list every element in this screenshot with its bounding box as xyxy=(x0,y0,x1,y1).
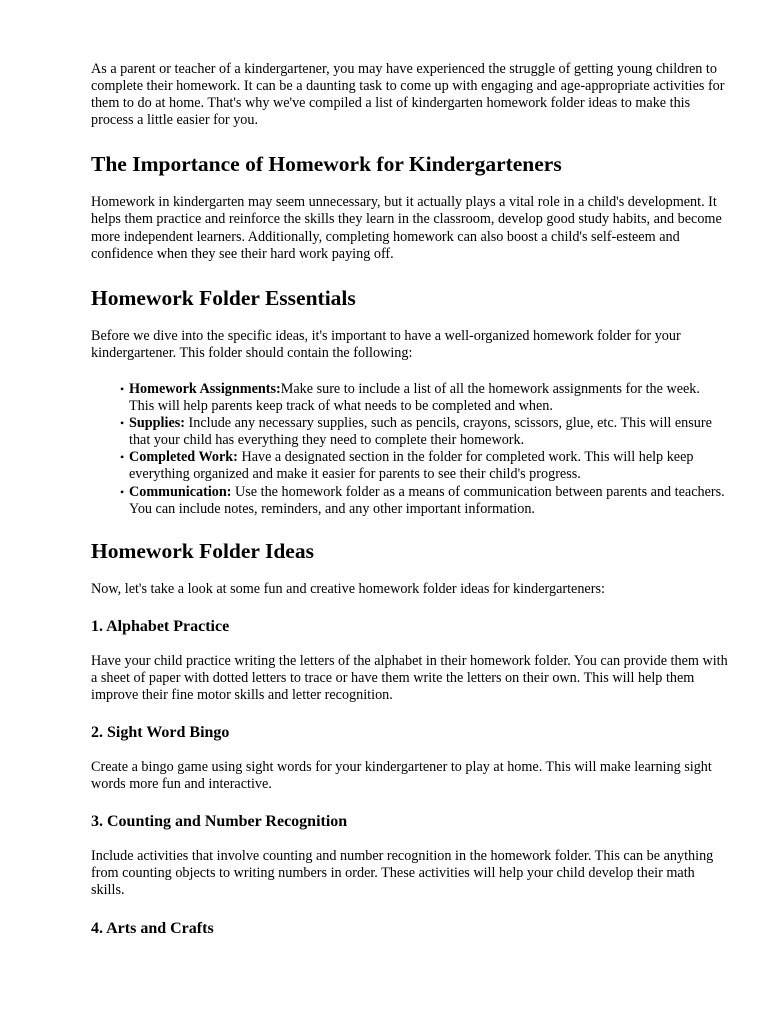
idea-title-bingo: 2. Sight Word Bingo xyxy=(91,724,230,742)
list-item xyxy=(120,380,728,415)
list-item-term: Supplies: xyxy=(129,415,185,432)
essentials-list xyxy=(91,381,728,518)
list-item-text: Make sure to include a list of all the homework assignments for the week. This will help parents keep track of what needs to be completed and when. xyxy=(129,380,700,415)
idea-body-bingo: Create a bingo game using sight words for your kindergartener to play at home. This will make learning sight words more fun and interactive. xyxy=(91,759,712,793)
essentials-paragraph: Before we dive into the specific ideas, it's important to have a well-organized homework folder for your kindergartener. This folder should contain the following: xyxy=(91,327,681,361)
list-item-term: Completed Work: xyxy=(129,449,238,466)
list-item-term: Homework Assignments: xyxy=(129,380,281,397)
ideas-heading: Homework Folder Ideas xyxy=(91,538,314,563)
list-item xyxy=(120,415,728,449)
importance-heading: The Importance of Homework for Kindergarteners xyxy=(91,152,562,177)
list-item-term: Communication: xyxy=(129,483,232,500)
list-item-text: Include any necessary supplies, such as pencils, crayons, scissors, glue, etc. This will ensure that your child has everything they need to complete their homework. xyxy=(129,415,712,449)
list-item-text: Use the homework folder as a means of communication between parents and teachers. You can include notes, reminders, and any other important information. xyxy=(129,483,725,517)
idea-title-arts: 4. Arts and Crafts xyxy=(91,919,214,937)
idea-title-alphabet: 1. Alphabet Practice xyxy=(91,617,230,635)
list-item-text: Have a designated section in the folder for completed work. This will help keep everything organized and make it easier for parents to see their child's progress. xyxy=(129,449,694,483)
idea-body-counting: Include activities that involve counting and number recognition in the homework folder. This can be anything from counting objects to writing numbers in order. These activities will help your child develop their math skills. xyxy=(91,848,714,899)
bullet-icon: • xyxy=(120,381,125,396)
idea-title-counting: 3. Counting and Number Recognition xyxy=(91,813,348,831)
bullet-icon: • xyxy=(120,484,125,499)
idea-body-alphabet: Have your child practice writing the letters of the alphabet in their homework folder. You can provide them with a sheet of paper with dotted letters to trace or have them write the letters on their own. This will help them improve their fine motor skills and letter recognition. xyxy=(91,652,728,703)
importance-paragraph: Homework in kindergarten may seem unnecessary, but it actually plays a vital role in a child's development. It helps them practice and reinforce the skills they learn in the classroom, develop good study habits, and become more independent learners. Additionally, completing homework can also boost a child's self-esteem and confidence when they see their hard work paying off. xyxy=(91,194,722,262)
essentials-heading: Homework Folder Essentials xyxy=(91,285,356,310)
list-item xyxy=(120,449,728,483)
list-item xyxy=(120,483,728,518)
ideas-paragraph: Now, let's take a look at some fun and creative homework folder ideas for kindergarteners: xyxy=(91,580,605,597)
bullet-icon: • xyxy=(120,450,125,465)
intro-paragraph: As a parent or teacher of a kindergartener, you may have experienced the struggle of getting young children to complete their homework. It can be a daunting task to come up with engaging and age-appropriate activities for them to do at home. That's why we've compiled a list of kindergarten homework folder ideas to make this process a little easier for you. xyxy=(91,61,725,129)
bullet-icon: • xyxy=(120,416,125,431)
